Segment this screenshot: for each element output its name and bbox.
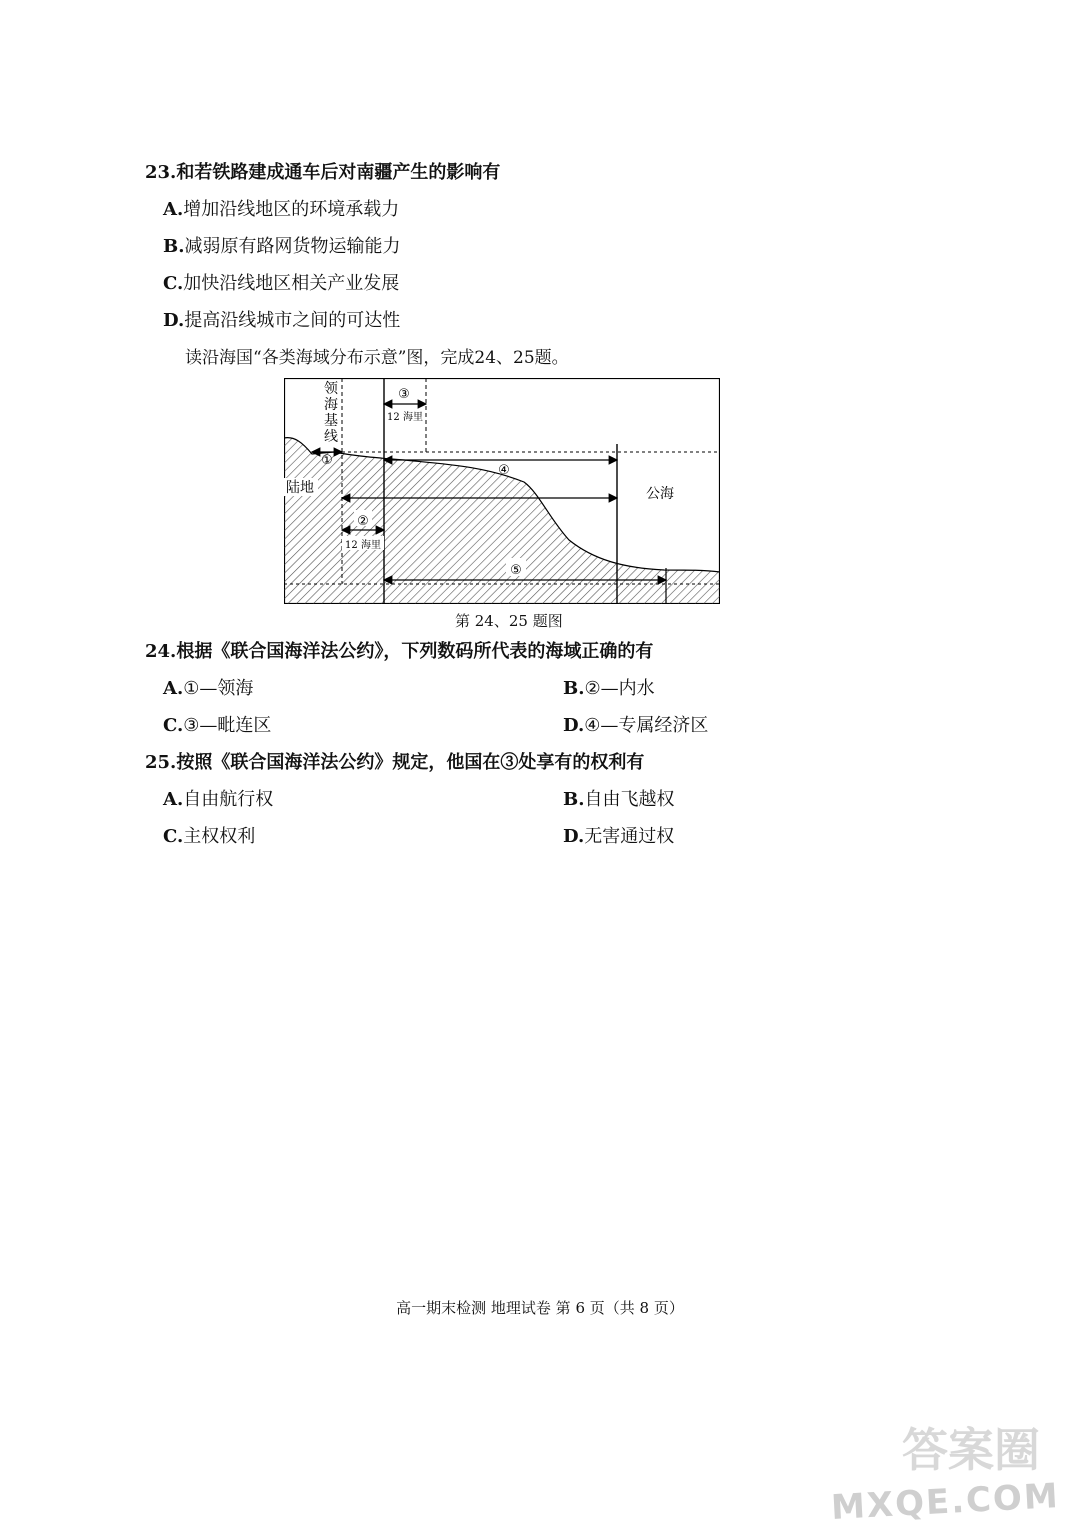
zone-mark-3: ③ bbox=[398, 387, 410, 402]
watermark-text: MXQE.COM bbox=[830, 1476, 1061, 1528]
baseline-label-2: 海 bbox=[324, 397, 338, 413]
q24-stem: 24.根据《联合国海洋法公约》，下列数码所代表的海域正确的有 bbox=[145, 641, 654, 662]
q24-option-c: C.③—毗连区 bbox=[163, 715, 272, 736]
q25-option-d: D.无害通过权 bbox=[563, 826, 675, 847]
q23-option-a: A.增加沿线地区的环境承载力 bbox=[163, 199, 400, 220]
baseline-label-3: 基 bbox=[324, 413, 338, 429]
q23-stem: 23.和若铁路建成通车后对南疆产生的影响有 bbox=[145, 162, 501, 183]
land-label: 陆地 bbox=[286, 480, 314, 496]
figure-caption: 第 24、25 题图 bbox=[455, 612, 563, 630]
watermark-logo: 答案圈 bbox=[902, 1423, 1040, 1477]
q25-stem: 25.按照《联合国海洋法公约》规定，他国在③处享有的权利有 bbox=[145, 752, 645, 773]
nm-label-bottom: 12 海里 bbox=[345, 540, 381, 551]
q24-option-d: D.④—专属经济区 bbox=[563, 715, 709, 736]
zone-mark-1: ① bbox=[321, 453, 333, 468]
page-footer: 高一期末检测 地理试卷 第 6 页（共 8 页） bbox=[396, 1299, 684, 1317]
q24-option-b: B.②—内水 bbox=[563, 678, 655, 699]
baseline-label-1: 领 bbox=[324, 381, 338, 397]
zone-mark-5: ⑤ bbox=[510, 563, 522, 578]
q25-option-c: C.主权权利 bbox=[163, 826, 256, 847]
zone-mark-2: ② bbox=[357, 514, 369, 529]
q23-option-d: D.提高沿线城市之间的可达性 bbox=[163, 310, 401, 331]
zone-mark-4: ④ bbox=[498, 463, 510, 478]
high-sea-label: 公海 bbox=[646, 486, 674, 502]
intro-text: 读沿海国“各类海域分布示意”图，完成24、25题。 bbox=[185, 348, 569, 368]
q25-option-a: A.自由航行权 bbox=[163, 789, 274, 810]
nm-label-top: 12 海里 bbox=[387, 412, 423, 423]
q23-option-c: C.加快沿线地区相关产业发展 bbox=[163, 273, 400, 294]
q24-option-a: A.①—领海 bbox=[163, 678, 254, 699]
q25-option-b: B.自由飞越权 bbox=[563, 789, 675, 810]
q23-option-b: B.减弱原有路网货物运输能力 bbox=[163, 236, 401, 257]
sea-zones-diagram bbox=[284, 378, 720, 604]
baseline-label-4: 线 bbox=[324, 429, 338, 445]
